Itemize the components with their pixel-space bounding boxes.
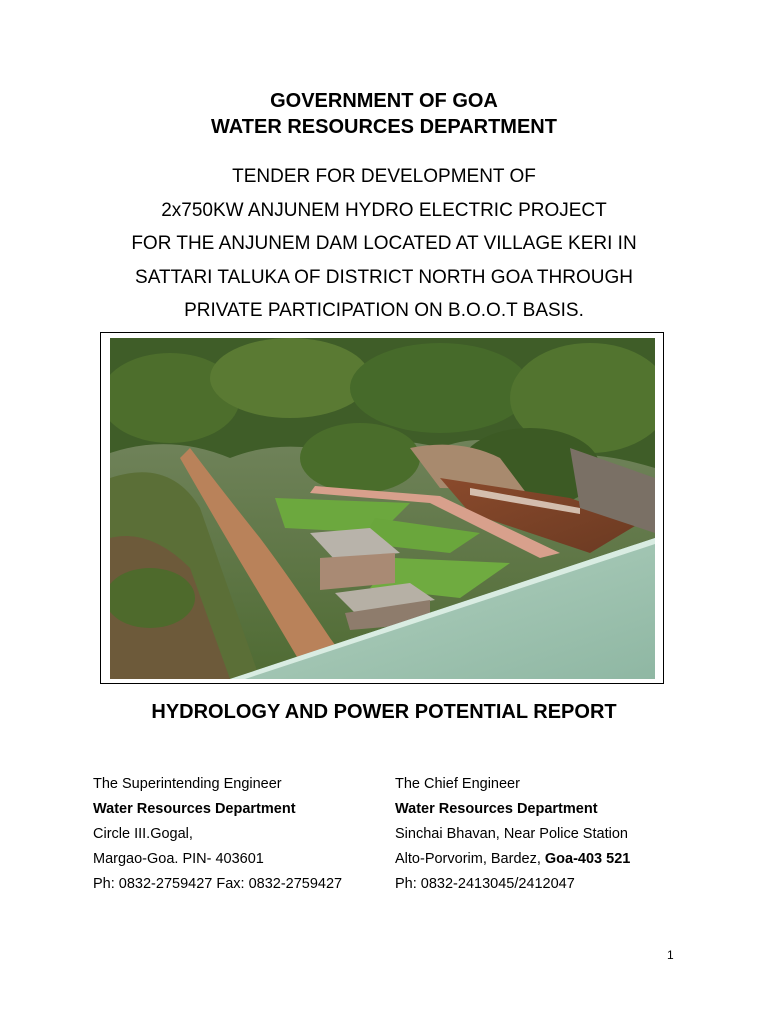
address-title: The Superintending Engineer	[93, 776, 282, 792]
tender-line: PRIVATE PARTICIPATION ON B.O.O.T BASIS.	[184, 300, 584, 321]
address-line: Margao-Goa. PIN- 403601	[93, 851, 264, 867]
page-number: 1	[667, 948, 674, 962]
address-phone: Ph: 0832-2413045/2412047	[395, 876, 575, 892]
tender-line: FOR THE ANJUNEM DAM LOCATED AT VILLAGE KERI IN	[131, 233, 637, 254]
tender-line: TENDER FOR DEVELOPMENT OF	[232, 166, 536, 187]
address-department: Water Resources Department	[395, 801, 598, 817]
dam-photo	[110, 338, 655, 679]
address-chief-engineer	[395, 772, 630, 897]
address-line	[395, 847, 630, 872]
tender-line: SATTARI TALUKA OF DISTRICT NORTH GOA THROUGH	[135, 266, 633, 288]
address-pin: Goa-403 521	[544, 851, 631, 867]
address-department: Water Resources Department	[93, 801, 296, 817]
address-line: Sinchai Bhavan, Near Police Station	[395, 826, 628, 842]
address-title: The Chief Engineer	[395, 776, 520, 792]
address-superintending-engineer	[93, 772, 342, 897]
tender-description	[0, 160, 768, 328]
report-title: HYDROLOGY AND POWER POTENTIAL REPORT	[151, 701, 617, 723]
department-title: WATER RESOURCES DEPARTMENT	[211, 116, 557, 138]
dam-photo-frame	[100, 332, 664, 684]
address-phone: Ph: 0832-2759427 Fax: 0832-2759427	[93, 876, 343, 892]
document-header	[0, 88, 768, 140]
tender-line: 2x750KW ANJUNEM HYDRO ELECTRIC PROJECT	[161, 199, 607, 221]
address-line-prefix: Alto-Porvorim, Bardez,	[395, 851, 545, 867]
government-title: GOVERNMENT OF GOA	[270, 90, 498, 112]
address-line: Circle III.Gogal,	[93, 826, 193, 842]
